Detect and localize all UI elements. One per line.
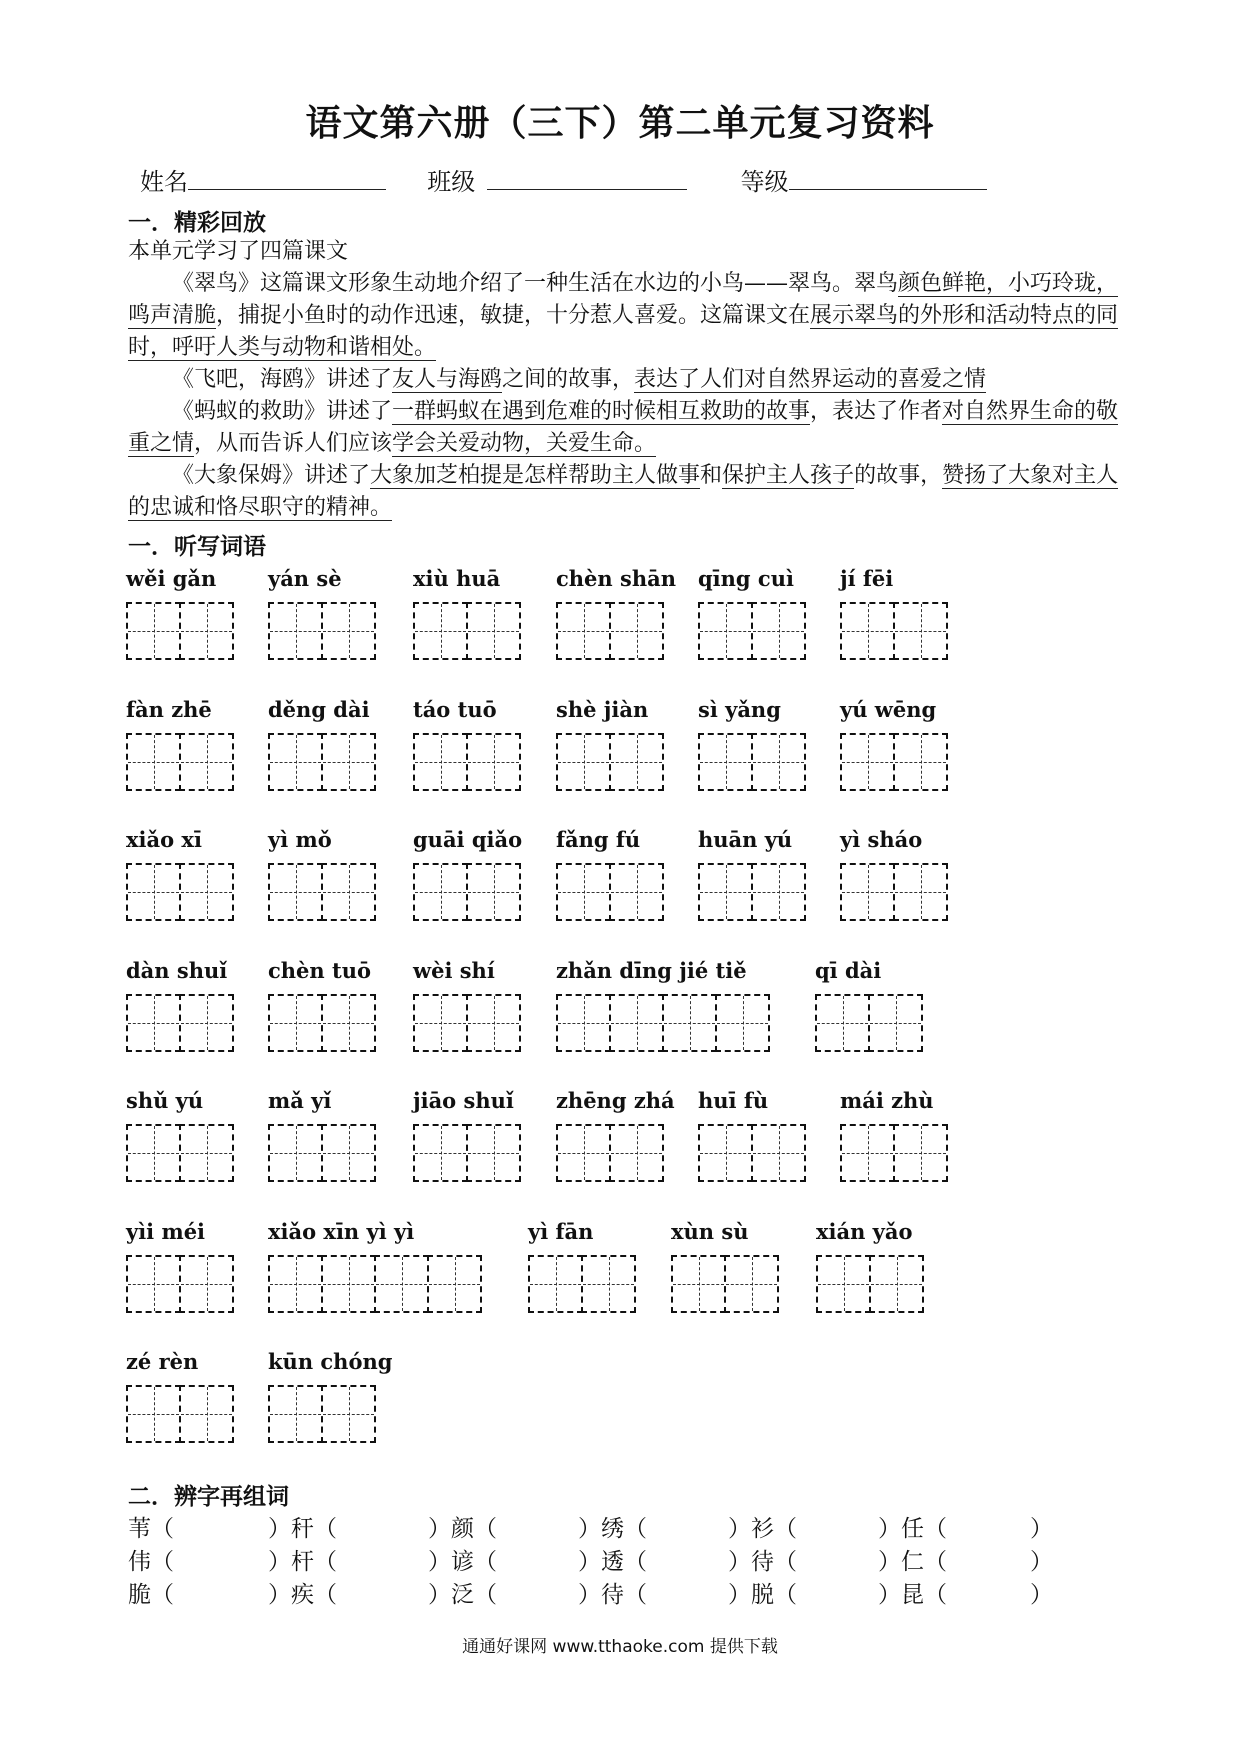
writing-box-group <box>268 1385 374 1443</box>
writing-box-group <box>126 994 232 1052</box>
writing-cell[interactable] <box>268 733 323 791</box>
writing-cell[interactable] <box>413 994 468 1052</box>
pinyin-label: yìi méi <box>126 1219 206 1244</box>
writing-cell[interactable] <box>815 994 870 1052</box>
writing-box-group <box>840 863 946 921</box>
pinyin-label: sì yǎng <box>698 697 781 722</box>
grade-blank[interactable] <box>789 167 987 190</box>
pinyin-label: yì mǒ <box>268 827 332 852</box>
pinyin-label: xùn sù <box>671 1219 749 1244</box>
section-heading-dictation: 一．听写词语 <box>128 533 266 560</box>
writing-box-group <box>816 1255 922 1313</box>
pinyin-label: xiǎo xīn yì yì <box>268 1219 415 1244</box>
distinguish-cell: ） <box>1030 1582 1053 1608</box>
writing-cell[interactable] <box>268 602 323 660</box>
writing-cell[interactable] <box>126 733 181 791</box>
page-footer: 通通好课网 www.tthaoke.com 提供下载 <box>462 1637 778 1657</box>
distinguish-cell[interactable]: ）绣（ <box>578 1516 647 1542</box>
writing-cell[interactable] <box>321 733 376 791</box>
writing-box-group <box>840 602 946 660</box>
writing-cell[interactable] <box>581 1255 636 1313</box>
writing-cell[interactable] <box>816 1255 871 1313</box>
pinyin-label: wěi gǎn <box>126 566 217 591</box>
writing-cell[interactable] <box>126 1385 181 1443</box>
writing-cell[interactable] <box>413 1124 468 1182</box>
pinyin-label: mǎ yǐ <box>268 1088 332 1113</box>
name-blank[interactable] <box>188 167 386 190</box>
pinyin-label: yán sè <box>268 566 342 591</box>
writing-box-group <box>556 733 662 791</box>
writing-cell[interactable] <box>698 1124 753 1182</box>
writing-box-group <box>126 733 232 791</box>
pinyin-label: chèn shān <box>556 566 676 591</box>
pinyin-label: xiǎo xī <box>126 827 202 852</box>
writing-cell[interactable] <box>698 733 753 791</box>
writing-cell[interactable] <box>893 863 948 921</box>
writing-box-group <box>126 602 232 660</box>
distinguish-cell[interactable]: ）任（ <box>878 1516 947 1542</box>
writing-cell[interactable] <box>179 1255 234 1313</box>
writing-cell[interactable] <box>321 1124 376 1182</box>
writing-cell[interactable] <box>840 733 895 791</box>
pinyin-label: zhǎn dīng jié tiě <box>556 958 747 983</box>
writing-cell[interactable] <box>609 1124 664 1182</box>
writing-cell[interactable] <box>671 1255 726 1313</box>
distinguish-cell[interactable]: 脆（ <box>128 1582 174 1608</box>
distinguish-cell[interactable]: ）泛（ <box>428 1582 497 1608</box>
pinyin-label: qīng cuì <box>698 566 794 591</box>
pinyin-label: jiāo shuǐ <box>413 1088 514 1113</box>
writing-cell[interactable] <box>268 1124 323 1182</box>
writing-cell[interactable] <box>179 733 234 791</box>
distinguish-cell[interactable]: ）秆（ <box>268 1516 337 1542</box>
writing-box-group <box>840 1124 946 1182</box>
writing-cell[interactable] <box>413 602 468 660</box>
pinyin-label: zhēng zhá <box>556 1088 675 1113</box>
page-title: 语文第六册（三下）第二单元复习资料 <box>305 102 935 144</box>
writing-cell[interactable] <box>321 1385 376 1443</box>
distinguish-cell: ） <box>1030 1549 1053 1575</box>
pinyin-label: děng dài <box>268 697 370 722</box>
writing-cell[interactable] <box>268 1255 323 1313</box>
review-intro: 本单元学习了四篇课文 <box>128 239 349 264</box>
writing-cell[interactable] <box>556 733 611 791</box>
name-label: 姓名 <box>140 168 188 196</box>
pinyin-label: fàn zhē <box>126 697 212 722</box>
student-info-line <box>140 162 987 197</box>
writing-cell[interactable] <box>609 994 664 1052</box>
pinyin-label: chèn tuō <box>268 958 371 983</box>
writing-cell[interactable] <box>609 733 664 791</box>
writing-cell[interactable] <box>840 602 895 660</box>
writing-box-group <box>528 1255 634 1313</box>
writing-cell[interactable] <box>413 733 468 791</box>
pinyin-label: kūn chóng <box>268 1349 393 1374</box>
writing-cell[interactable] <box>126 863 181 921</box>
writing-box-group <box>671 1255 777 1313</box>
section-heading-distinguish: 二．辨字再组词 <box>128 1483 289 1510</box>
pinyin-label: huān yú <box>698 827 793 852</box>
writing-cell[interactable] <box>466 733 521 791</box>
pinyin-label: yì sháo <box>840 827 923 852</box>
writing-cell[interactable] <box>868 994 923 1052</box>
pinyin-label: yú wēng <box>840 697 937 722</box>
writing-cell[interactable] <box>528 1255 583 1313</box>
writing-box-group <box>268 602 374 660</box>
writing-cell[interactable] <box>893 733 948 791</box>
pinyin-label: xián yǎo <box>816 1219 913 1244</box>
writing-cell[interactable] <box>126 1124 181 1182</box>
writing-cell[interactable] <box>321 602 376 660</box>
pinyin-label: táo tuō <box>413 697 497 722</box>
writing-cell[interactable] <box>179 602 234 660</box>
writing-cell[interactable] <box>556 602 611 660</box>
writing-cell[interactable] <box>179 863 234 921</box>
writing-cell[interactable] <box>715 994 770 1052</box>
distinguish-cell: ） <box>1030 1516 1053 1542</box>
writing-cell[interactable] <box>374 1255 429 1313</box>
distinguish-cell[interactable]: ）待（ <box>728 1549 797 1575</box>
class-blank[interactable] <box>487 167 687 190</box>
writing-cell[interactable] <box>893 1124 948 1182</box>
distinguish-cell[interactable]: ）衫（ <box>728 1516 797 1542</box>
writing-cell[interactable] <box>126 602 181 660</box>
writing-box-group <box>126 863 232 921</box>
writing-cell[interactable] <box>413 863 468 921</box>
writing-box-group <box>268 1124 374 1182</box>
pinyin-label: fǎng fú <box>556 827 641 852</box>
writing-box-group <box>126 1124 232 1182</box>
writing-cell[interactable] <box>751 863 806 921</box>
writing-cell[interactable] <box>840 863 895 921</box>
pinyin-label: wèi shí <box>413 958 495 983</box>
writing-box-group <box>413 1124 519 1182</box>
writing-cell[interactable] <box>609 863 664 921</box>
pinyin-label: xiù huā <box>413 566 501 591</box>
grade-label: 等级 <box>740 168 789 196</box>
writing-cell[interactable] <box>893 602 948 660</box>
writing-box-group <box>556 994 768 1052</box>
writing-box-group <box>413 863 519 921</box>
writing-box-group <box>126 1385 232 1443</box>
writing-box-group <box>268 1255 480 1313</box>
writing-cell[interactable] <box>869 1255 924 1313</box>
writing-cell[interactable] <box>321 994 376 1052</box>
pinyin-label: mái zhù <box>840 1088 934 1113</box>
distinguish-cell[interactable]: ）杆（ <box>268 1549 337 1575</box>
writing-cell[interactable] <box>268 1385 323 1443</box>
review-paragraph-3: 《蚂蚁的救助》讲述了一群蚂蚁在遇到危难的时候相互救助的故事，表达了作者对自然界生命的敬重之情，从而告诉人们应该学会关爱动物，关爱生命。 <box>128 399 1119 456</box>
writing-cell[interactable] <box>724 1255 779 1313</box>
writing-cell[interactable] <box>321 863 376 921</box>
writing-cell[interactable] <box>321 1255 376 1313</box>
writing-cell[interactable] <box>840 1124 895 1182</box>
writing-box-group <box>698 602 804 660</box>
distinguish-cell[interactable]: 伟（ <box>128 1549 174 1575</box>
writing-cell[interactable] <box>466 602 521 660</box>
distinguish-cell[interactable]: ）颜（ <box>428 1516 497 1542</box>
distinguish-cell[interactable]: ）透（ <box>578 1549 647 1575</box>
writing-box-group <box>815 994 921 1052</box>
writing-box-group <box>268 863 374 921</box>
review-paragraph-1: 《翠鸟》这篇课文形象生动地介绍了一种生活在水边的小鸟——翠鸟。翠鸟颜色鲜艳，小巧玲珑，鸣声清脆，捕捉小鱼时的动作迅速，敏捷，十分惹人喜爱。这篇课文在展示翠鸟的外形和活动特点的同时，呼吁人类与动物和谐相处。 <box>128 271 1119 360</box>
writing-cell[interactable] <box>751 733 806 791</box>
writing-cell[interactable] <box>179 1124 234 1182</box>
writing-cell[interactable] <box>466 863 521 921</box>
distinguish-cell[interactable]: ）昆（ <box>878 1582 947 1608</box>
writing-cell[interactable] <box>662 994 717 1052</box>
distinguish-cell[interactable]: ）待（ <box>578 1582 647 1608</box>
writing-cell[interactable] <box>556 863 611 921</box>
distinguish-cell[interactable]: ）疾（ <box>268 1582 337 1608</box>
writing-box-group <box>556 1124 662 1182</box>
distinguish-cell[interactable]: ）仁（ <box>878 1549 947 1575</box>
distinguish-cell[interactable]: 苇（ <box>128 1516 174 1542</box>
writing-cell[interactable] <box>751 1124 806 1182</box>
pinyin-label: shǔ yú <box>126 1088 204 1113</box>
writing-box-group <box>413 994 519 1052</box>
writing-box-group <box>126 1255 232 1313</box>
writing-box-group <box>698 863 804 921</box>
review-paragraph-2: 《飞吧，海鸥》讲述了友人与海鸥之间的故事，表达了人们对自然界运动的喜爱之情 <box>172 367 987 392</box>
writing-box-group <box>698 1124 804 1182</box>
pinyin-label: huī fù <box>698 1088 769 1113</box>
section-heading-review: 一．精彩回放 <box>128 209 266 236</box>
writing-cell[interactable] <box>268 994 323 1052</box>
review-paragraph-4: 《大象保姆》讲述了大象加芝柏提是怎样帮助主人做事和保护主人孩子的故事，赞扬了大象对主人的忠诚和恪尽职守的精神。 <box>128 463 1119 520</box>
pinyin-label: zé rèn <box>126 1349 199 1374</box>
writing-box-group <box>556 602 662 660</box>
writing-cell[interactable] <box>556 994 611 1052</box>
class-label: 班级 <box>427 168 476 196</box>
writing-cell[interactable] <box>466 1124 521 1182</box>
pinyin-label: shè jiàn <box>556 697 649 722</box>
pinyin-label: jí fēi <box>840 566 894 591</box>
pinyin-label: guāi qiǎo <box>413 827 523 852</box>
writing-cell[interactable] <box>698 602 753 660</box>
pinyin-label: qī dài <box>815 958 882 983</box>
writing-box-group <box>413 733 519 791</box>
writing-cell[interactable] <box>126 994 181 1052</box>
writing-box-group <box>413 602 519 660</box>
writing-cell[interactable] <box>126 1255 181 1313</box>
writing-cell[interactable] <box>179 994 234 1052</box>
writing-box-group <box>268 733 374 791</box>
pinyin-label: yì fān <box>528 1219 594 1244</box>
writing-cell[interactable] <box>698 863 753 921</box>
distinguish-cell[interactable]: ）脱（ <box>728 1582 797 1608</box>
writing-cell[interactable] <box>268 863 323 921</box>
writing-cell[interactable] <box>609 602 664 660</box>
pinyin-label: dàn shuǐ <box>126 958 228 983</box>
writing-cell[interactable] <box>466 994 521 1052</box>
writing-box-group <box>840 733 946 791</box>
writing-box-group <box>556 863 662 921</box>
writing-box-group <box>268 994 374 1052</box>
writing-cell[interactable] <box>427 1255 482 1313</box>
review-text <box>128 236 1126 524</box>
writing-box-group <box>698 733 804 791</box>
writing-cell[interactable] <box>556 1124 611 1182</box>
writing-cell[interactable] <box>179 1385 234 1443</box>
distinguish-cell[interactable]: ）谚（ <box>428 1549 497 1575</box>
writing-cell[interactable] <box>751 602 806 660</box>
